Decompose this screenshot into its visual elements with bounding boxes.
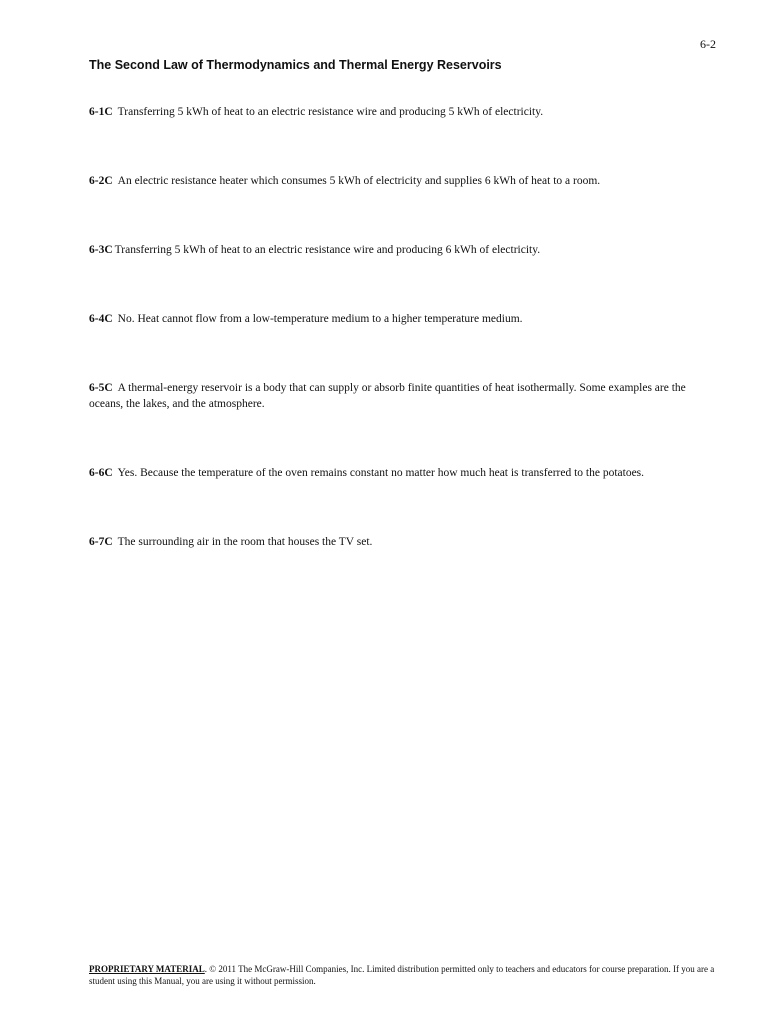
problem-id: 6-6C (89, 467, 113, 479)
problem-id: 6-1C (89, 106, 113, 118)
copyright-footer (89, 963, 719, 987)
problem-id: 6-3C (89, 244, 113, 256)
problem-answer: An electric resistance heater which consumes 5 kWh of electricity and supplies 6 kWh of heat to a room. (117, 175, 601, 187)
page-number: 6-2 (700, 37, 716, 51)
problem-item (89, 242, 719, 258)
section-title: The Second Law of Thermodynamics and Thermal Energy Reservoirs (89, 58, 502, 72)
problem-answer: No. Heat cannot flow from a low-temperature medium to a higher temperature medium. (117, 313, 523, 325)
problem-answer: Yes. Because the temperature of the oven remains constant no matter how much heat is transferred to the potatoes. (117, 467, 645, 479)
problem-answer: The surrounding air in the room that houses the TV set. (117, 536, 373, 548)
problem-id: 6-2C (89, 175, 113, 187)
problem-item (89, 534, 719, 550)
problem-answer: A thermal-energy reservoir is a body that can supply or absorb finite quantities of heat isothermally. Some examples are the oceans, the lakes, and the atmosphere. (89, 382, 686, 410)
problem-answer: Transferring 5 kWh of heat to an electric resistance wire and producing 6 kWh of electricity. (114, 244, 541, 256)
problem-item (89, 173, 719, 189)
problem-item (89, 465, 719, 481)
problem-item (89, 104, 719, 120)
problem-item (89, 380, 719, 412)
problem-id: 6-5C (89, 382, 113, 394)
copyright-text: . © 2011 The McGraw-Hill Companies, Inc. Limited distribution permitted only to teachers and educators for course preparation. If you are a student using this Manual, you are using it without permission. (89, 964, 715, 986)
problem-id: 6-7C (89, 536, 113, 548)
proprietary-label: PROPRIETARY MATERIAL (89, 964, 205, 974)
problem-answer: Transferring 5 kWh of heat to an electric resistance wire and producing 5 kWh of electricity. (117, 106, 544, 118)
problem-id: 6-4C (89, 313, 113, 325)
problem-item (89, 311, 719, 327)
